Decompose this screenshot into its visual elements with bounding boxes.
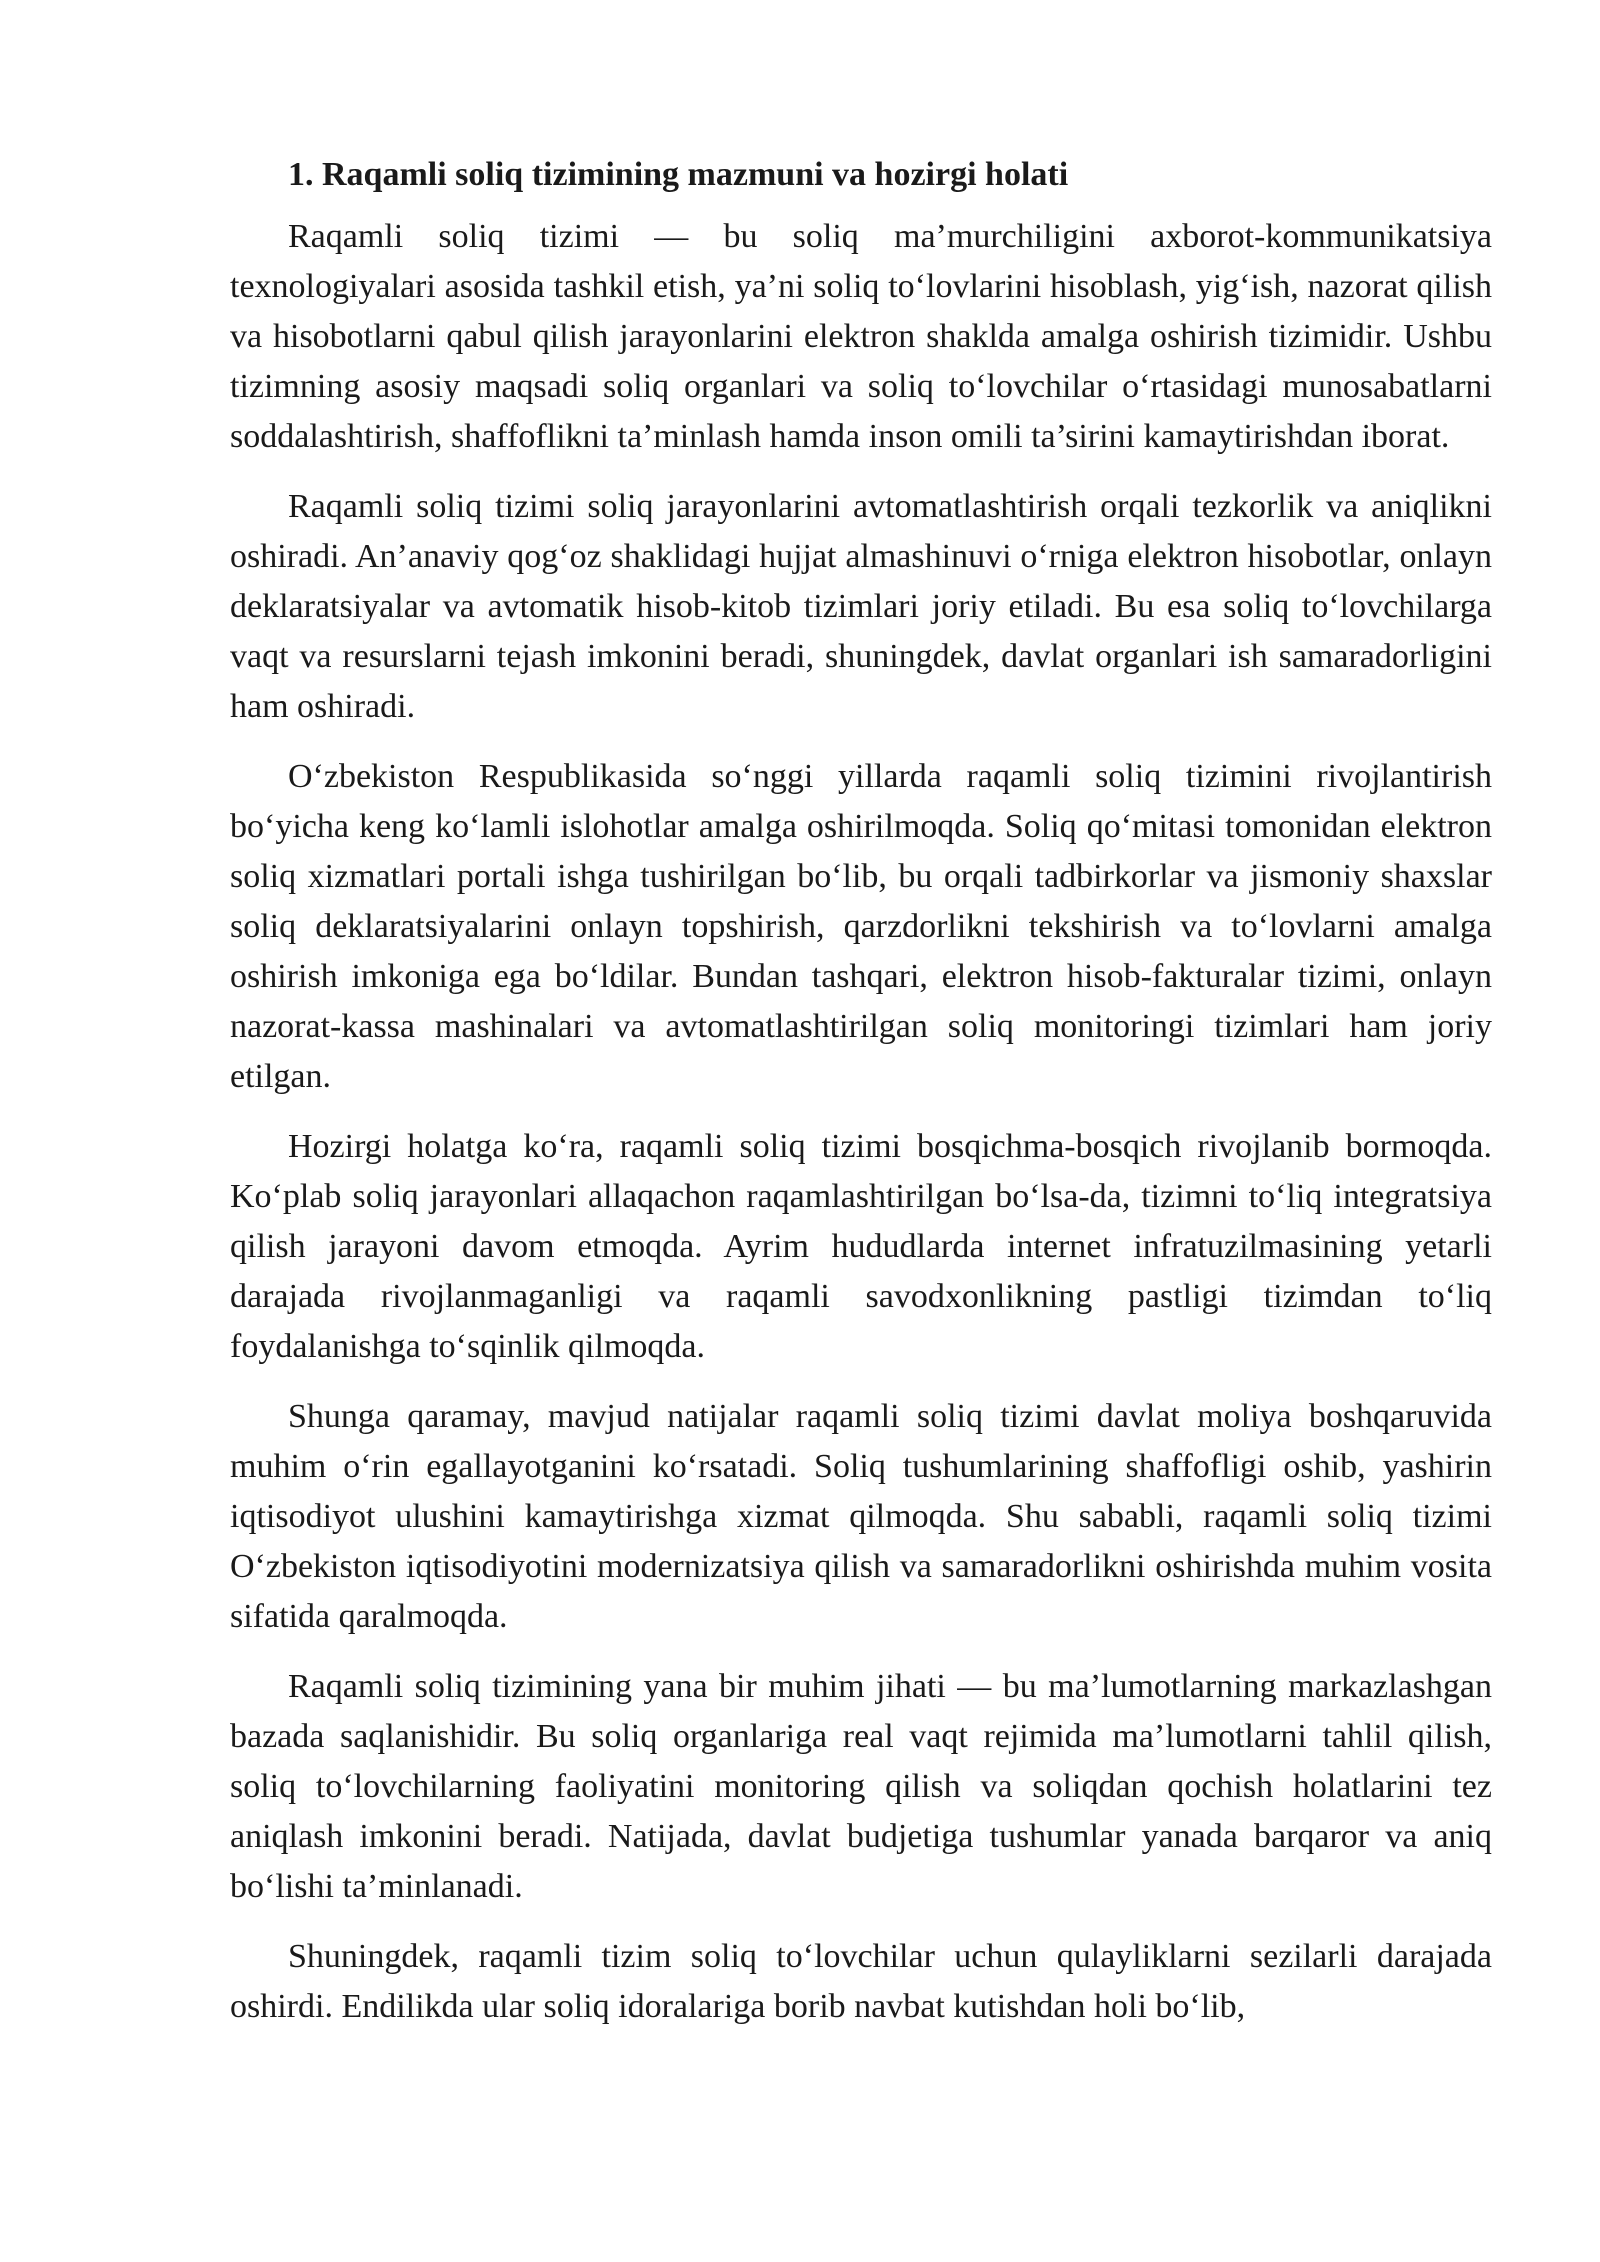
paragraph-5: Shunga qaramay, mavjud natijalar raqamli soliq tizimi davlat moliya boshqaruvida muhim o‘rin egallayotganini ko‘rsatadi. Soliq tushumlarining shaffofligi oshib, yashirin iqtisodiyot ulushini kamaytirishga xizmat qilmoqda. Shu sababli, raqamli soliq tizimi O‘zbekiston iqtisodiyotini modernizatsiya qilish va samaradorlikni oshirishda muhim vosita sifatida qaralmoqda. <box>230 1398 1492 1635</box>
document-body <box>230 150 1492 2052</box>
paragraph-6: Raqamli soliq tizimining yana bir muhim jihati — bu ma’lumotlarning markazlashgan bazada saqlanishidir. Bu soliq organlariga real vaqt rejimida ma’lumotlarni tahlil qilish, soliq to‘lovchilarning faoliyatini monitoring qilish va soliqdan qochish holatlarini tez aniqlash imkonini beradi. Natijada, davlat budjetiga tushumlar yanada barqaror va aniq bo‘lishi ta’minlanadi. <box>230 1668 1492 1905</box>
paragraph-4: Hozirgi holatga ko‘ra, raqamli soliq tizimi bosqichma-bosqich rivojlanib bormoqda. Ko‘plab soliq jarayonlari allaqachon raqamlashtirilgan bo‘lsa-da, tizimni to‘liq integratsiya qilish jarayoni davom etmoqda. Ayrim hududlarda internet infratuzilmasining yetarli darajada rivojlanmaganligi va raqamli savodxonlikning pastligi tizimdan to‘liq foydalanishga to‘sqinlik qilmoqda. <box>230 1128 1492 1365</box>
paragraph-7: Shuningdek, raqamli tizim soliq to‘lovchilar uchun qulayliklarni sezilarli darajada oshirdi. Endilikda ular soliq idoralariga borib navbat kutishdan holi bo‘lib, <box>230 1938 1492 2025</box>
paragraph-2: Raqamli soliq tizimi soliq jarayonlarini avtomatlashtirish orqali tezkorlik va aniqlikni oshiradi. An’anaviy qog‘oz shaklidagi hujjat almashinuvi o‘rniga elektron hisobotlar, onlayn deklaratsiyalar va avtomatik hisob-kitob tizimlari joriy etiladi. Bu esa soliq to‘lovchilarga vaqt va resurslarni tejash imkonini beradi, shuningdek, davlat organlari ish samaradorligini ham oshiradi. <box>230 488 1492 725</box>
paragraph-1: Raqamli soliq tizimi — bu soliq ma’murchiligini axborot-kommunikatsiya texnologiyalari asosida tashkil etish, ya’ni soliq to‘lovlarini hisoblash, yig‘ish, nazorat qilish va hisobotlarni qabul qilish jarayonlarini elektron shaklda amalga oshirish tizimidir. Ushbu tizimning asosiy maqsadi soliq organlari va soliq to‘lovchilar o‘rtasidagi munosabatlarni soddalashtirish, shaffoflikni ta’minlash hamda inson omili ta’sirini kamaytirishdan iborat. <box>230 218 1492 455</box>
paragraph-3: O‘zbekiston Respublikasida so‘nggi yillarda raqamli soliq tizimini rivojlantirish bo‘yicha keng ko‘lamli islohotlar amalga oshirilmoqda. Soliq qo‘mitasi tomonidan elektron soliq xizmatlari portali ishga tushirilgan bo‘lib, bu orqali tadbirkorlar va jismoniy shaxslar soliq deklaratsiyalarini onlayn topshirish, qarzdorlikni tekshirish va to‘lovlarni amalga oshirish imkoniga ega bo‘ldilar. Bundan tashqari, elektron hisob-fakturalar tizimi, onlayn nazorat-kassa mashinalari va avtomatlashtirilgan soliq monitoringi tizimlari ham joriy etilgan. <box>230 758 1492 1095</box>
section-heading: 1. Raqamli soliq tizimining mazmuni va hozirgi holati <box>288 156 1069 193</box>
